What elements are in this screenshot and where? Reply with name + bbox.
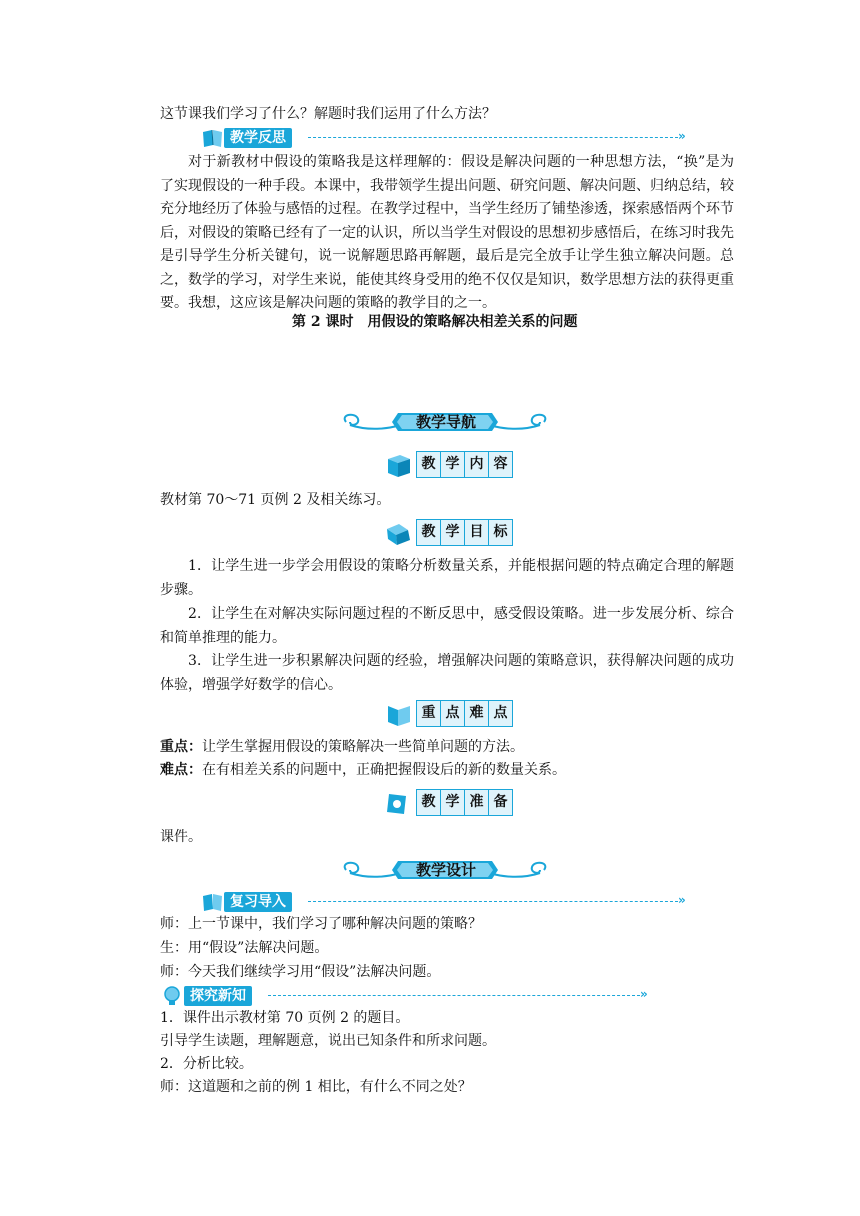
book-icon [384,521,414,547]
heading-char: 重 [421,705,436,721]
heading-char: 点 [440,701,464,726]
lesson-title: 第 2 课时 用假设的策略解决相差关系的问题 [292,314,578,330]
goals-heading-box [416,519,513,546]
heading-char: 备 [488,790,512,815]
key-text: 让学生掌握用假设的策略解决一些简单问题的方法。 [202,739,524,755]
heading-char: 目 [464,520,488,545]
dashed-divider [268,995,640,996]
double-chevron-icon: » [640,987,648,1001]
heading-char: 学 [440,520,464,545]
book-icon [384,702,414,728]
heading-char: 点 [488,701,512,726]
book-icon [384,453,414,479]
review-line-1: 师：上一节课中，我们学习了哪种解决问题的策略？ [160,916,482,932]
intro-question: 这节课我们学习了什么？解题时我们运用了什么方法？ [160,106,496,122]
key-label: 重点： [160,739,202,755]
double-chevron-icon: » [678,893,686,907]
difficult-text: 在有相差关系的问题中，正确把握假设后的新的数量关系。 [202,762,566,778]
book-icon [384,791,414,817]
content-text: 教材第 70～71 页例 2 及相关练习。 [160,492,391,508]
book-icon [200,127,226,149]
dashed-divider [308,901,678,902]
explore-line-1: 1．课件出示教材第 70 页例 2 的题目。 [160,1010,410,1026]
nav-banner [338,405,552,439]
content-heading-box [416,451,513,478]
explore-line-2: 引导学生读题，理解题意，说出已知条件和所求问题。 [160,1033,496,1049]
heading-char: 标 [488,520,512,545]
goal-item-3: 3．让学生进一步积累解决问题的经验，增强解决问题的策略意识，获得解决问题的成功体验，增强学好数学的信心。 [160,653,734,693]
lightbulb-icon [160,985,186,1007]
keypoints-heading-box [416,700,513,727]
dashed-divider [308,137,678,138]
double-chevron-icon: » [678,129,686,143]
difficult-point [160,759,566,781]
heading-char: 教 [421,456,436,472]
review-section-tag [200,891,694,913]
heading-char: 内 [464,452,488,477]
difficult-label: 难点： [160,762,202,778]
review-tag-label: 复习导入 [224,892,292,912]
key-point [160,736,524,758]
design-banner-label: 教学设计 [415,861,476,879]
heading-char: 难 [464,701,488,726]
nav-banner-label: 教学导航 [415,413,476,431]
book-icon [200,891,226,913]
review-line-2: 生：用“假设”法解决问题。 [160,940,329,956]
prep-text: 课件。 [160,829,202,845]
heading-char: 学 [440,452,464,477]
explore-line-3: 2．分析比较。 [160,1056,253,1072]
prep-heading-box [416,789,513,816]
explore-section-tag [160,985,654,1007]
explore-line-4: 师：这道题和之前的例 1 相比，有什么不同之处？ [160,1079,472,1095]
goal-item-2: 2．让学生在对解决实际问题过程的不断反思中，感受假设策略。进一步发展分析、综合和简单推理的能力。 [160,606,734,646]
heading-char: 准 [464,790,488,815]
explore-tag-label: 探究新知 [184,986,252,1006]
heading-char: 容 [488,452,512,477]
heading-char: 教 [421,794,436,810]
review-line-3: 师：今天我们继续学习用“假设”法解决问题。 [160,964,441,980]
design-banner [338,853,552,887]
reflection-tag-label: 教学反思 [224,128,292,148]
goal-item-1: 1．让学生进一步学会用假设的策略分析数量关系，并能根据问题的特点确定合理的解题步骤。 [160,558,734,598]
heading-char: 教 [421,524,436,540]
reflection-text: 对于新教材中假设的策略我是这样理解的：假设是解决问题的一种思想方法，“换”是为了实现假设的一种手段。本课中，我带领学生提出问题、研究问题、解决问题、归纳总结，较充分地经历了体验与感悟的过程。在教学过程中，当学生经历了铺垫渗透，探索感悟两个环节后，对假设的策略已经有了一定的认识，所以当学生对假设的思想初步感悟后，在练习时我先是引导学生分析关键句，说一说解题思路再解题，最后是完全放手让学生独立解决问题。总之，数学的学习，对学生来说，能使其终身受用的绝不仅仅是知识，数学思想方法的获得更重要。我想，这应该是解决问题的策略的教学目的之一。 [160,154,734,311]
heading-char: 学 [440,790,464,815]
reflection-section-tag [200,127,694,149]
